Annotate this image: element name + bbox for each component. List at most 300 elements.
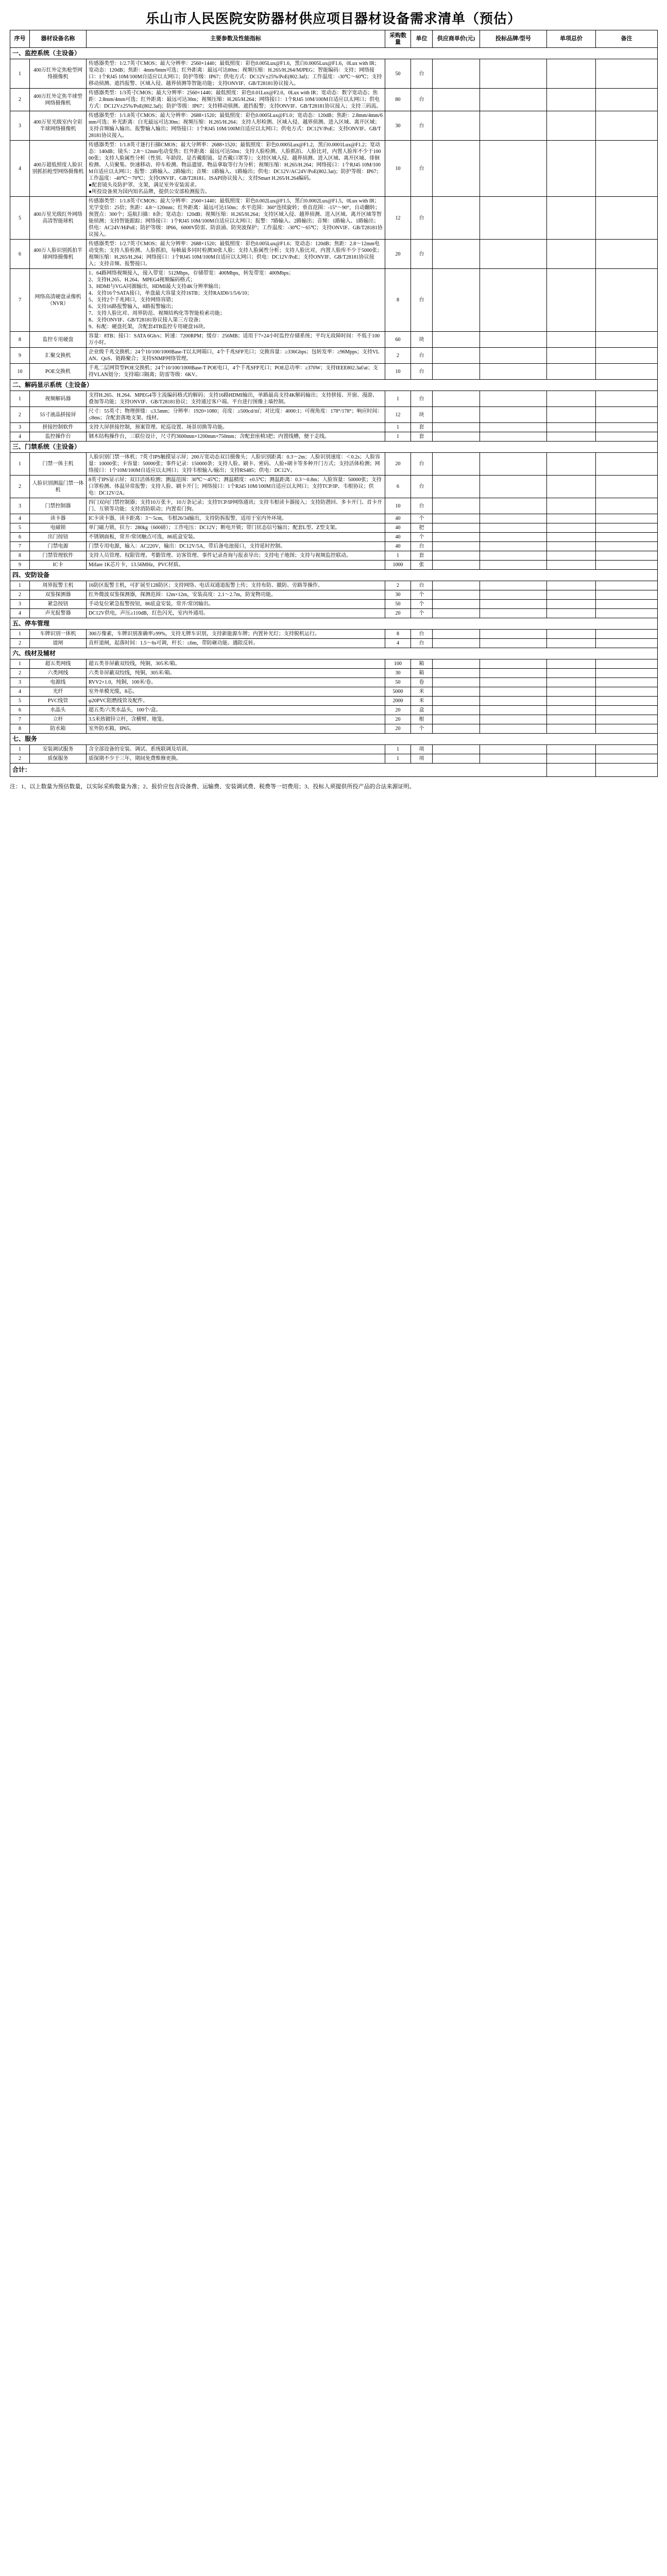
subtotal-cell	[547, 590, 596, 600]
item-spec: 支持大屏拼接控制，预案管理、轮巡设置、场景切换等功能。	[87, 423, 385, 432]
item-name: 立杆	[30, 715, 87, 724]
item-unit: 张	[411, 561, 433, 570]
item-name: 监控操作台	[30, 432, 87, 442]
item-quantity: 20	[385, 724, 411, 734]
item-unit: 块	[411, 407, 433, 423]
brand-model-cell	[480, 715, 547, 724]
section-header-row	[10, 648, 658, 659]
item-unit: 项	[411, 754, 433, 764]
row-number: 8	[10, 551, 30, 561]
section-header-row	[10, 442, 658, 453]
brand-model-cell	[480, 141, 547, 197]
item-name: 55寸液晶拼接屏	[30, 407, 87, 423]
brand-model-cell	[480, 678, 547, 687]
item-unit: 台	[411, 391, 433, 407]
table-row	[10, 269, 658, 332]
subtotal-cell	[547, 724, 596, 734]
remark-cell	[596, 581, 658, 590]
brand-model-cell	[480, 754, 547, 764]
item-quantity: 100	[385, 659, 411, 669]
unit-price-cell	[433, 59, 480, 89]
unit-price-cell	[433, 609, 480, 618]
item-spec: 传感器类型：1/2.7英寸CMOS；最大分辨率：2560×1440；最低照度：彩色0.005Lux@F1.6，黑白0.0005Lux@F1.6，0Lux with IR；宽动态：120dB；焦距：4mm/6mm可选；红外距离：最远可达80m；视频压缩：H.265/H.264/MJPEG；智能编码：支持；网络接口：1个RJ45 10M/100M自适应以太网口；防护等级：IP67；供电方式：DC12V±25%/PoE(802.3af)；工作温度：-30℃～60℃；支持移动侦测、遮挡报警、区域入侵、越界侦测等智能功能；支持ONVIF、GB/T28181协议接入。	[87, 59, 385, 89]
item-quantity: 80	[385, 89, 411, 111]
unit-price-cell	[433, 391, 480, 407]
item-unit: 个	[411, 600, 433, 609]
table-row	[10, 476, 658, 498]
row-number: 4	[10, 609, 30, 618]
item-unit: 台	[411, 476, 433, 498]
subtotal-cell	[547, 332, 596, 348]
item-quantity: 20	[385, 715, 411, 724]
item-unit: 套	[411, 432, 433, 442]
item-name: 400万人脸识别抓拍半球网络摄像机	[30, 240, 87, 269]
remark-cell	[596, 423, 658, 432]
unit-price-cell	[433, 581, 480, 590]
remark-cell	[596, 269, 658, 332]
item-spec: DC12V供电，声压≥110dB，红色闪光，室内外通用。	[87, 609, 385, 618]
item-quantity: 10	[385, 364, 411, 380]
item-unit: 台	[411, 348, 433, 364]
item-name: 质保服务	[30, 754, 87, 764]
item-unit: 台	[411, 141, 433, 197]
unit-price-cell	[433, 706, 480, 715]
item-unit: 项	[411, 745, 433, 754]
item-unit: 台	[411, 581, 433, 590]
unit-price-cell	[433, 639, 480, 648]
table-row	[10, 745, 658, 754]
table-row	[10, 678, 658, 687]
subtotal-cell	[547, 609, 596, 618]
brand-model-cell	[480, 659, 547, 669]
subtotal-cell	[547, 687, 596, 697]
remark-cell	[596, 432, 658, 442]
row-number: 7	[10, 542, 30, 551]
row-number: 5	[10, 197, 30, 240]
brand-model-cell	[480, 269, 547, 332]
item-spec: Mifare 1K芯片卡，13.56MHz，PVC材质。	[87, 561, 385, 570]
unit-price-cell	[433, 561, 480, 570]
row-number: 10	[10, 364, 30, 380]
unit-price-cell	[433, 240, 480, 269]
row-number: 4	[10, 514, 30, 523]
unit-price-cell	[433, 551, 480, 561]
subtotal-cell	[547, 533, 596, 542]
remark-cell	[596, 197, 658, 240]
section-title: 二、解码显示系统（主设备）	[10, 380, 658, 391]
item-unit: 块	[411, 332, 433, 348]
item-spec: 直杆道闸，起落时间：1.5～6s可调，杆长：≤6m，带防砸功能、遇阻反转。	[87, 639, 385, 648]
unit-price-cell	[433, 669, 480, 678]
subtotal-cell	[547, 348, 596, 364]
subtotal-cell	[547, 745, 596, 754]
item-spec: 不锈钢面板，常开/常闭触点可选，86底盒安装。	[87, 533, 385, 542]
unit-price-cell	[433, 523, 480, 533]
unit-price-cell	[433, 687, 480, 697]
brand-model-cell	[480, 423, 547, 432]
item-spec: 尺寸：55英寸；物理拼缝：≤3.5mm；分辨率：1920×1080；亮度：≥500cd/㎡；对比度：4000:1；可视角度：178°/178°；响应时间：≤8ms；含配套落地支架、线材。	[87, 407, 385, 423]
table-row	[10, 523, 658, 533]
remark-cell	[596, 609, 658, 618]
section-header-row	[10, 570, 658, 581]
item-unit: 个	[411, 724, 433, 734]
row-number: 3	[10, 678, 30, 687]
subtotal-cell	[547, 141, 596, 197]
table-row	[10, 364, 658, 380]
subtotal-cell	[547, 59, 596, 89]
item-unit: 台	[411, 89, 433, 111]
remark-cell	[596, 476, 658, 498]
remark-cell	[596, 551, 658, 561]
row-number: 6	[10, 240, 30, 269]
subtotal-cell	[547, 639, 596, 648]
unit-price-cell	[433, 364, 480, 380]
table-row	[10, 498, 658, 514]
item-unit: 个	[411, 514, 433, 523]
row-number: 3	[10, 600, 30, 609]
unit-price-cell	[433, 697, 480, 706]
item-quantity: 5000	[385, 687, 411, 697]
item-quantity: 30	[385, 669, 411, 678]
table-row	[10, 609, 658, 618]
remark-cell	[596, 407, 658, 423]
item-name: 紧急按钮	[30, 600, 87, 609]
table-row	[10, 687, 658, 697]
remark-cell	[596, 391, 658, 407]
brand-model-cell	[480, 391, 547, 407]
item-unit: 台	[411, 498, 433, 514]
item-name: 出门按钮	[30, 533, 87, 542]
subtotal-cell	[547, 669, 596, 678]
item-unit: 箱	[411, 659, 433, 669]
item-name: 人脸识别测温门禁一体机	[30, 476, 87, 498]
item-unit: 台	[411, 639, 433, 648]
row-number: 9	[10, 348, 30, 364]
item-spec: 单门磁力锁，拉力：280kg（600磅）；工作电压：DC12V；断电开锁；带门状态信号输出；配套L型、Z型支架。	[87, 523, 385, 533]
item-name: 汇聚交换机	[30, 348, 87, 364]
item-spec: 支持人员管理、权限管理、考勤管理、访客管理、事件记录查询与报表导出；支持电子地图；支持与视频监控联动。	[87, 551, 385, 561]
remark-cell	[596, 542, 658, 551]
table-header-row	[10, 30, 658, 48]
header-cell: 单项总价	[547, 30, 596, 48]
row-number: 3	[10, 111, 30, 141]
table-row	[10, 514, 658, 523]
item-quantity: 8	[385, 630, 411, 639]
remark-cell	[596, 745, 658, 754]
item-name: PVC线管	[30, 697, 87, 706]
page-title: 乐山市人民医院安防器材供应项目器材设备需求清单（预估）	[145, 11, 521, 26]
item-spec: 支持H.265、H.264、MPEG4等主流编码格式的解码；支持16路HDMI输出，单路最高支持4K解码输出；支持拼接、开窗、漫游、叠加等功能；支持ONVIF、GB/T28181协议；支持通过客户端、平台进行图像上墙控制。	[87, 391, 385, 407]
total-note	[596, 764, 658, 777]
row-number: 1	[10, 745, 30, 754]
item-name: 400万星光级红外网络高清智能球机	[30, 197, 87, 240]
row-number: 9	[10, 561, 30, 570]
table-row	[10, 332, 658, 348]
brand-model-cell	[480, 89, 547, 111]
unit-price-cell	[433, 715, 480, 724]
table-row	[10, 453, 658, 476]
remark-cell	[596, 348, 658, 364]
brand-model-cell	[480, 542, 547, 551]
unit-price-cell	[433, 600, 480, 609]
item-spec: 含全部设备的安装、调试、系统联调及培训。	[87, 745, 385, 754]
item-name: 门禁管理软件	[30, 551, 87, 561]
unit-price-cell	[433, 423, 480, 432]
table-row	[10, 197, 658, 240]
item-quantity: 2	[385, 581, 411, 590]
brand-model-cell	[480, 453, 547, 476]
remark-cell	[596, 514, 658, 523]
item-quantity: 1	[385, 551, 411, 561]
item-unit: 米	[411, 687, 433, 697]
item-quantity: 20	[385, 609, 411, 618]
unit-price-cell	[433, 332, 480, 348]
item-name: 周界报警主机	[30, 581, 87, 590]
item-name: 400万星光级室内全彩半球网络摄像机	[30, 111, 87, 141]
subtotal-cell	[547, 706, 596, 715]
unit-price-cell	[433, 89, 480, 111]
item-spec: 3.5米热镀锌立杆，含横臂、地笼。	[87, 715, 385, 724]
table-row	[10, 715, 658, 724]
remark-cell	[596, 687, 658, 697]
table-row	[10, 141, 658, 197]
table-row	[10, 659, 658, 669]
table-row	[10, 669, 658, 678]
item-quantity: 10	[385, 498, 411, 514]
subtotal-cell	[547, 659, 596, 669]
header-cell: 器材设备名称	[30, 30, 87, 48]
item-name: 六类网线	[30, 669, 87, 678]
brand-model-cell	[480, 590, 547, 600]
section-header-row	[10, 380, 658, 391]
brand-model-cell	[480, 111, 547, 141]
row-number: 3	[10, 498, 30, 514]
item-spec: 16防区报警主机，可扩展至128防区；支持网络、电话双通道报警上传；支持布防、撤防、旁路等操作。	[87, 581, 385, 590]
table-row	[10, 391, 658, 407]
remark-cell	[596, 332, 658, 348]
item-spec: RVV2×1.0，纯铜，100米/卷。	[87, 678, 385, 687]
item-unit: 个	[411, 533, 433, 542]
subtotal-cell	[547, 542, 596, 551]
item-name: 电磁锁	[30, 523, 87, 533]
item-spec: 传感器类型：1/2.7英寸CMOS；最大分辨率：2688×1520；最低照度：彩色0.005Lux@F1.6；宽动态：120dB；焦距：2.8～12mm电动变焦；支持人脸检测、人脸抓拍，每帧最多同时检测30张人脸；支持人脸属性分析；支持人脸比对，内置人脸库不少于5000张；视频压缩：H.265/H.264；网络接口：1个RJ45 10M/100M自适应以太网口；供电：DC12V/PoE；支持ONVIF、GB/T28181协议接入；支持音频、报警接口。	[87, 240, 385, 269]
item-unit: 套	[411, 423, 433, 432]
remark-cell	[596, 724, 658, 734]
unit-price-cell	[433, 197, 480, 240]
item-quantity: 40	[385, 533, 411, 542]
brand-model-cell	[480, 407, 547, 423]
item-quantity: 10	[385, 141, 411, 197]
item-quantity: 30	[385, 111, 411, 141]
remark-cell	[596, 659, 658, 669]
item-quantity: 20	[385, 706, 411, 715]
row-number: 1	[10, 453, 30, 476]
subtotal-cell	[547, 407, 596, 423]
item-spec: 企业级千兆交换机；24个10/100/1000Base-T以太网端口，4个千兆SFP光口；交换容量：≥336Gbps；包转发率：≥96Mpps；支持VLAN、QoS、链路聚合；支持SNMP网络管理。	[87, 348, 385, 364]
subtotal-cell	[547, 523, 596, 533]
subtotal-cell	[547, 89, 596, 111]
brand-model-cell	[480, 609, 547, 618]
item-quantity: 20	[385, 453, 411, 476]
item-unit: 个	[411, 609, 433, 618]
item-name: POE交换机	[30, 364, 87, 380]
table-row	[10, 423, 658, 432]
item-unit: 台	[411, 542, 433, 551]
item-spec: 人脸识别门禁一体机；7英寸IPS触摸显示屏；200万宽动态双目摄像头；人脸识别距离：0.3～2m；人脸识别速度：＜0.2s；人脸容量：10000张；卡容量：50000张；事件记录：150000条；支持人脸、刷卡、密码、人脸+刷卡等多种开门方式；支持活体检测；网络接口：1个10M/100M自适应以太网口；支持韦根输入/输出；支持RS485；供电：DC12V。	[87, 453, 385, 476]
brand-model-cell	[480, 639, 547, 648]
item-unit: 套	[411, 551, 433, 561]
item-spec: φ20PVC阻燃线管及配件。	[87, 697, 385, 706]
header-cell: 序号	[10, 30, 30, 48]
unit-price-cell	[433, 745, 480, 754]
brand-model-cell	[480, 581, 547, 590]
item-quantity: 1000	[385, 561, 411, 570]
item-spec: 千兆二层网管型POE交换机；24个10/100/1000Base-T POE电口，4个千兆SFP光口；POE总功率：≥370W；支持IEEE802.3af/at；支持VLAN划分；支持端口隔离；防雷等级：6KV。	[87, 364, 385, 380]
header-cell: 采购数量	[385, 30, 411, 48]
subtotal-cell	[547, 600, 596, 609]
brand-model-cell	[480, 59, 547, 89]
brand-model-cell	[480, 687, 547, 697]
remark-cell	[596, 600, 658, 609]
section-title: 三、门禁系统（主设备）	[10, 442, 658, 453]
item-quantity: 1	[385, 391, 411, 407]
unit-price-cell	[433, 533, 480, 542]
table-row	[10, 581, 658, 590]
item-name: 水晶头	[30, 706, 87, 715]
brand-model-cell	[480, 514, 547, 523]
item-name: 400万超低照度人脸识别抓拍枪型网络摄像机	[30, 141, 87, 197]
item-quantity: 50	[385, 59, 411, 89]
unit-price-cell	[433, 407, 480, 423]
item-unit: 台	[411, 453, 433, 476]
brand-model-cell	[480, 745, 547, 754]
item-spec: 红外微波双鉴探测器，探测范围：12m×12m，安装高度：2.1～2.7m，防宠物功能。	[87, 590, 385, 600]
item-name: 车牌识别一体机	[30, 630, 87, 639]
item-spec: 钢木结构操作台，三联位设计，尺寸约3600mm×1200mm×750mm；含配套座椅3把；内置线槽，便于走线。	[87, 432, 385, 442]
item-unit: 台	[411, 197, 433, 240]
subtotal-cell	[547, 364, 596, 380]
remark-cell	[596, 59, 658, 89]
item-spec: 1、64路网络视频接入，接入带宽：512Mbps，存储带宽：400Mbps，转发带宽：400Mbps； 2、支持H.265、H.264、MPEG4视频编码格式； 3、HDMI与VGA同源输出，HDMI最大支持4K分辨率输出； 4、支持16个SATA接口，单盘最大容量支持16TB；支持RAID0/1/5/6/10； 5、支持2个千兆网口，支持网络容错； 6、支持16路报警输入，8路报警输出； 7、支持人脸比对、周界防范、视频结构化等智能检索功能； 8、支持ONVIF、GB/T28181协议接入第三方设备； 9、标配：硬盘托架，含配套4TB监控专用硬盘16块。	[87, 269, 385, 332]
remark-cell	[596, 630, 658, 639]
row-number: 1	[10, 659, 30, 669]
unit-price-cell	[433, 269, 480, 332]
item-quantity: 40	[385, 523, 411, 533]
subtotal-cell	[547, 423, 596, 432]
brand-model-cell	[480, 697, 547, 706]
brand-model-cell	[480, 724, 547, 734]
requirements-table	[10, 30, 658, 777]
item-unit: 根	[411, 715, 433, 724]
item-name: 超五类网线	[30, 659, 87, 669]
table-row	[10, 407, 658, 423]
unit-price-cell	[433, 590, 480, 600]
item-spec: IC卡读卡器，读卡距离：3～5cm，韦根26/34输出，支持防拆报警，适用于室内外环境。	[87, 514, 385, 523]
item-quantity: 40	[385, 514, 411, 523]
item-quantity: 6	[385, 476, 411, 498]
item-quantity: 8	[385, 269, 411, 332]
remark-cell	[596, 364, 658, 380]
remark-cell	[596, 590, 658, 600]
item-quantity: 20	[385, 240, 411, 269]
item-unit: 台	[411, 240, 433, 269]
row-number: 2	[10, 407, 30, 423]
item-name: 网络高清硬盘录像机（NVR）	[30, 269, 87, 332]
item-name: 声光报警器	[30, 609, 87, 618]
subtotal-cell	[547, 715, 596, 724]
item-spec: 传感器类型：1/1.8英寸CMOS；最大分辨率：2688×1520；最低照度：彩色0.0005Lux@F1.0；宽动态：120dB；焦距：2.8mm/4mm/6mm可选；补光距离：白光最远可达30m；视频压缩：H.265/H.264；支持人形检测、区域入侵、越界侦测、进入区域、离开区域；支持音频输入输出、报警输入输出；网络接口：1个RJ45 10M/100M自适应以太网口；供电方式：DC12V/PoE；支持ONVIF、GB/T28181协议接入。	[87, 111, 385, 141]
row-number: 2	[10, 754, 30, 764]
subtotal-cell	[547, 453, 596, 476]
table-body	[10, 48, 658, 764]
subtotal-cell	[547, 498, 596, 514]
table-row	[10, 432, 658, 442]
table-row	[10, 639, 658, 648]
item-name: 读卡器	[30, 514, 87, 523]
row-number: 2	[10, 639, 30, 648]
remark-cell	[596, 498, 658, 514]
item-quantity: 50	[385, 678, 411, 687]
header-cell: 单位	[411, 30, 433, 48]
section-title: 六、线材及辅材	[10, 648, 658, 659]
item-unit: 箱	[411, 669, 433, 678]
item-spec: 超五类/六类水晶头，100个/盒。	[87, 706, 385, 715]
brand-model-cell	[480, 364, 547, 380]
table-row	[10, 89, 658, 111]
unit-price-cell	[433, 432, 480, 442]
subtotal-cell	[547, 111, 596, 141]
item-name: 光纤	[30, 687, 87, 697]
unit-price-cell	[433, 542, 480, 551]
brand-model-cell	[480, 432, 547, 442]
item-quantity: 60	[385, 332, 411, 348]
unit-price-cell	[433, 453, 480, 476]
brand-model-cell	[480, 533, 547, 542]
row-number: 4	[10, 432, 30, 442]
remark-cell	[596, 669, 658, 678]
subtotal-cell	[547, 678, 596, 687]
table-row	[10, 724, 658, 734]
table-row	[10, 754, 658, 764]
item-quantity: 2000	[385, 697, 411, 706]
document-page	[10, 8, 657, 791]
subtotal-cell	[547, 391, 596, 407]
item-spec: 300万像素，车牌识别准确率≥99%，支持无牌车识别，支持新能源车牌；内置补光灯；支持脱机运行。	[87, 630, 385, 639]
subtotal-cell	[547, 754, 596, 764]
table-row	[10, 240, 658, 269]
table-row	[10, 630, 658, 639]
section-header-row	[10, 734, 658, 745]
row-number: 1	[10, 59, 30, 89]
item-name: 门禁控制器	[30, 498, 87, 514]
row-number: 1	[10, 630, 30, 639]
brand-model-cell	[480, 348, 547, 364]
remark-cell	[596, 141, 658, 197]
item-name: 门禁电源	[30, 542, 87, 551]
table-row	[10, 59, 658, 89]
table-row	[10, 706, 658, 715]
item-quantity: 1	[385, 754, 411, 764]
unit-price-cell	[433, 141, 480, 197]
row-number: 1	[10, 391, 30, 407]
table-row	[10, 600, 658, 609]
row-number: 5	[10, 523, 30, 533]
item-spec: 质保期不少于三年，期间免费维修更换。	[87, 754, 385, 764]
remark-cell	[596, 754, 658, 764]
subtotal-cell	[547, 581, 596, 590]
section-title: 五、停车管理	[10, 618, 658, 630]
remark-cell	[596, 639, 658, 648]
